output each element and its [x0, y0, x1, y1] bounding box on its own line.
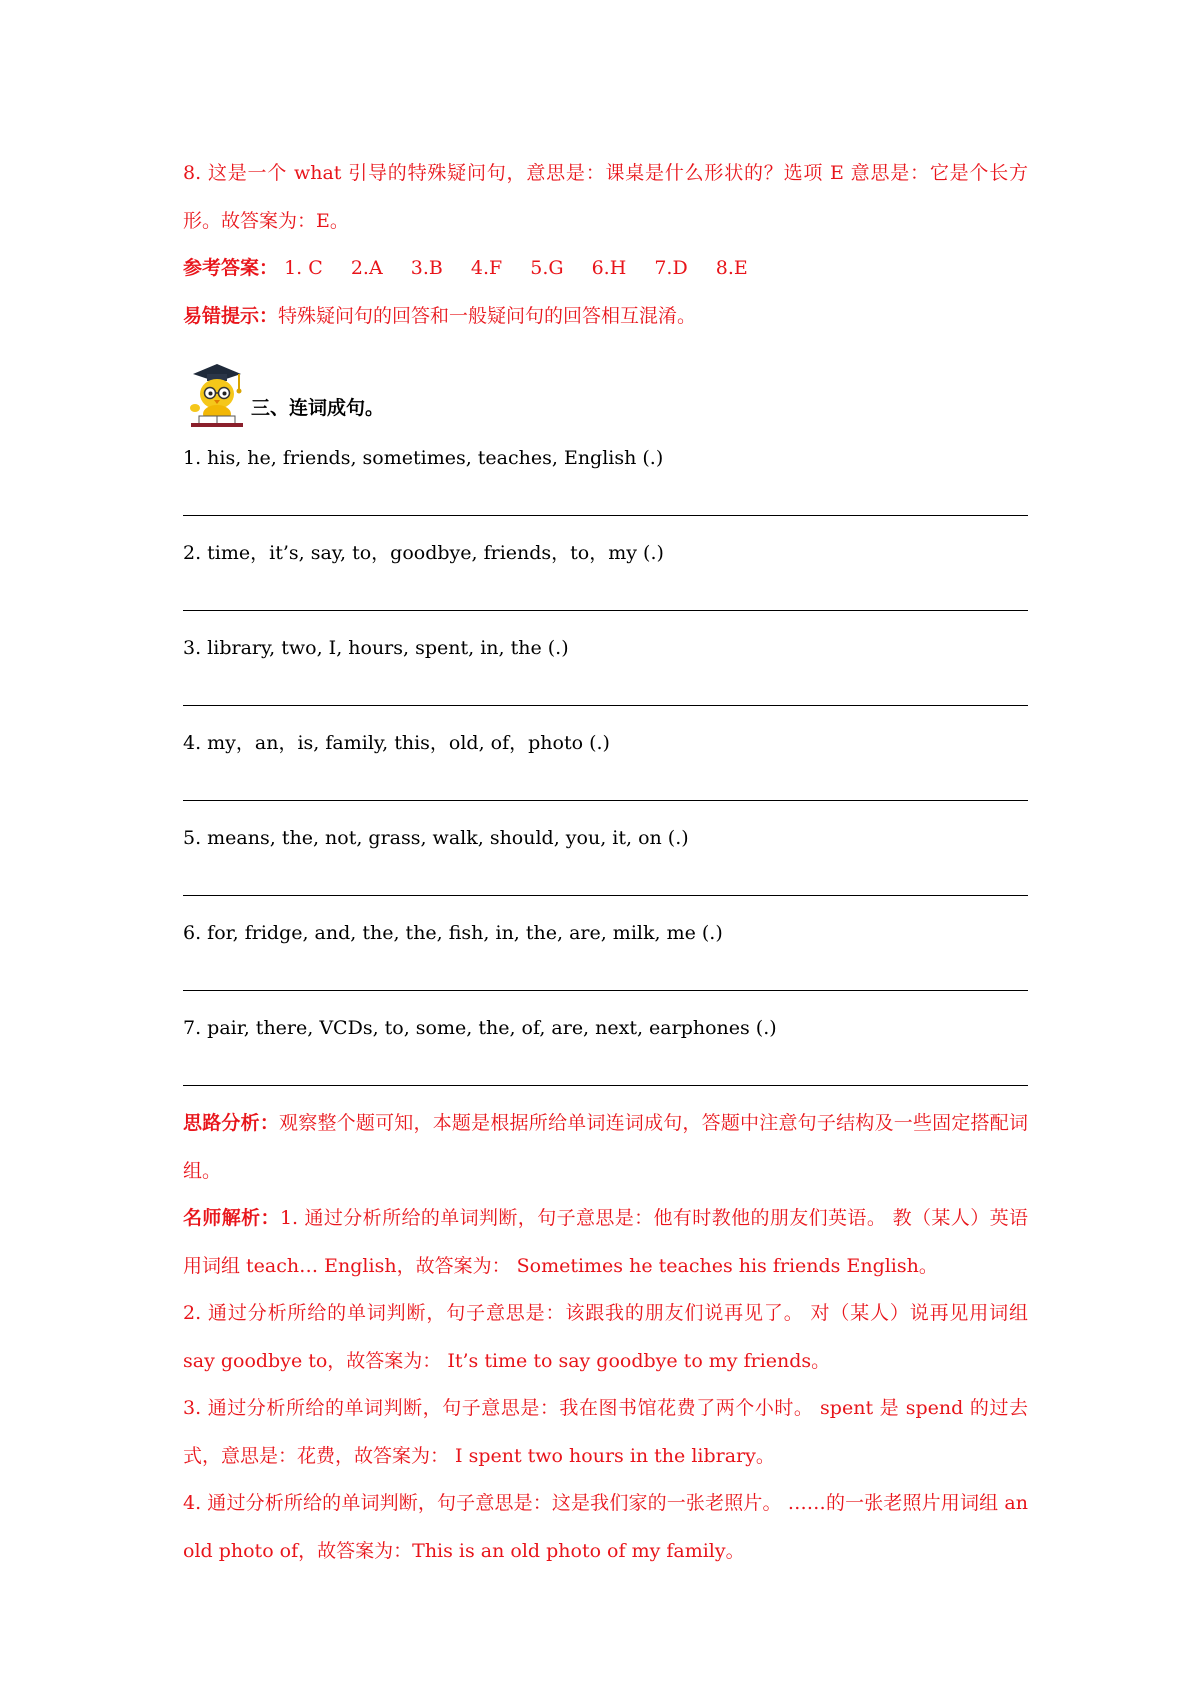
answer-blank-3[interactable] [183, 673, 1028, 721]
section-3-heading [183, 340, 1028, 435]
teacher-explanation-4: 4. 通过分析所给的单词判断，句子意思是：这是我们家的一张老照片。 ……的一张老照片用词组 an old photo of，故答案为：This is an old photo of my family。 [183, 1492, 1028, 1562]
answer-blank-1[interactable] [183, 483, 1028, 531]
answer-blank-6[interactable] [183, 958, 1028, 1006]
question-5: 5. means, the, not, grass, walk, should, you, it, on (.) [183, 827, 689, 849]
reference-answers [183, 245, 1028, 293]
question-3: 3. library, two, I, hours, spent, in, the (.) [183, 637, 569, 659]
answer-blank-5[interactable] [183, 863, 1028, 911]
answer-item: 2.A [350, 257, 383, 279]
error-tip [183, 293, 1028, 341]
reference-answers-label: 参考答案： [183, 257, 279, 279]
analysis [183, 1100, 1028, 1195]
q8-explanation: 8. 这是一个 what 引导的特殊疑问句，意思是：课桌是什么形状的？选项 E 意思是：它是个长方形。故答案为：E。 [183, 162, 1028, 232]
answer-item: 5.G [530, 257, 564, 279]
teacher-explanation-3: 3. 通过分析所给的单词判断，句子意思是：我在图书馆花费了两个小时。 spent 是 spend 的过去式，意思是：花费，故答案为： I spent two hours in the library。 [183, 1397, 1028, 1467]
teacher-explanation-item: 1. 通过分析所给的单词判断，句子意思是：他有时教他的朋友们英语。 教（某人）英语用词组 teach… English，故答案为： Sometimes he teaches his friends English。 [183, 1207, 1028, 1277]
section-3-title: 三、连词成句。 [251, 397, 385, 419]
analysis-text: 观察整个题可知，本题是根据所给单词连词成句，答题中注意句子结构及一些固定搭配词组。 [183, 1112, 1028, 1182]
question-4: 4. my，an，is, family, this，old, of，photo (.) [183, 732, 610, 754]
answer-blank-4[interactable] [183, 768, 1028, 816]
answer-item: 6.H [591, 257, 627, 279]
answer-blank-2[interactable] [183, 578, 1028, 626]
error-tip-text: 特殊疑问句的回答和一般疑问句的回答相互混淆。 [278, 304, 697, 327]
answer-item: 3.B [410, 257, 443, 279]
scholar-chick-icon [183, 360, 247, 428]
teacher-explanation-1 [183, 1195, 1028, 1290]
teacher-explanation-label: 名师解析： [183, 1207, 280, 1229]
analysis-label: 思路分析： [183, 1112, 280, 1134]
question-1: 1. his, he, friends, sometimes, teaches, English (.) [183, 447, 664, 469]
question-6: 6. for, fridge, and, the, the, fish, in, the, are, milk, me (.) [183, 922, 723, 944]
document-content [183, 150, 1028, 1575]
answer-item: 8.E [715, 257, 748, 279]
answer-item: 1. C [284, 257, 323, 279]
teacher-explanation-2: 2. 通过分析所给的单词判断，句子意思是：该跟我的朋友们说再见了。 对（某人）说再见用词组 say goodbye to，故答案为： It’s time to say goodbye to my friends。 [183, 1302, 1028, 1372]
answer-blank-7[interactable] [183, 1053, 1028, 1101]
answer-item: 7.D [654, 257, 688, 279]
error-tip-label: 易错提示： [183, 304, 279, 327]
question-7: 7. pair, there, VCDs, to, some, the, of, are, next, earphones (.) [183, 1017, 777, 1039]
question-2: 2. time，it’s, say, to，goodbye, friends，to，my (.) [183, 542, 664, 564]
answer-item: 4.F [470, 257, 503, 279]
